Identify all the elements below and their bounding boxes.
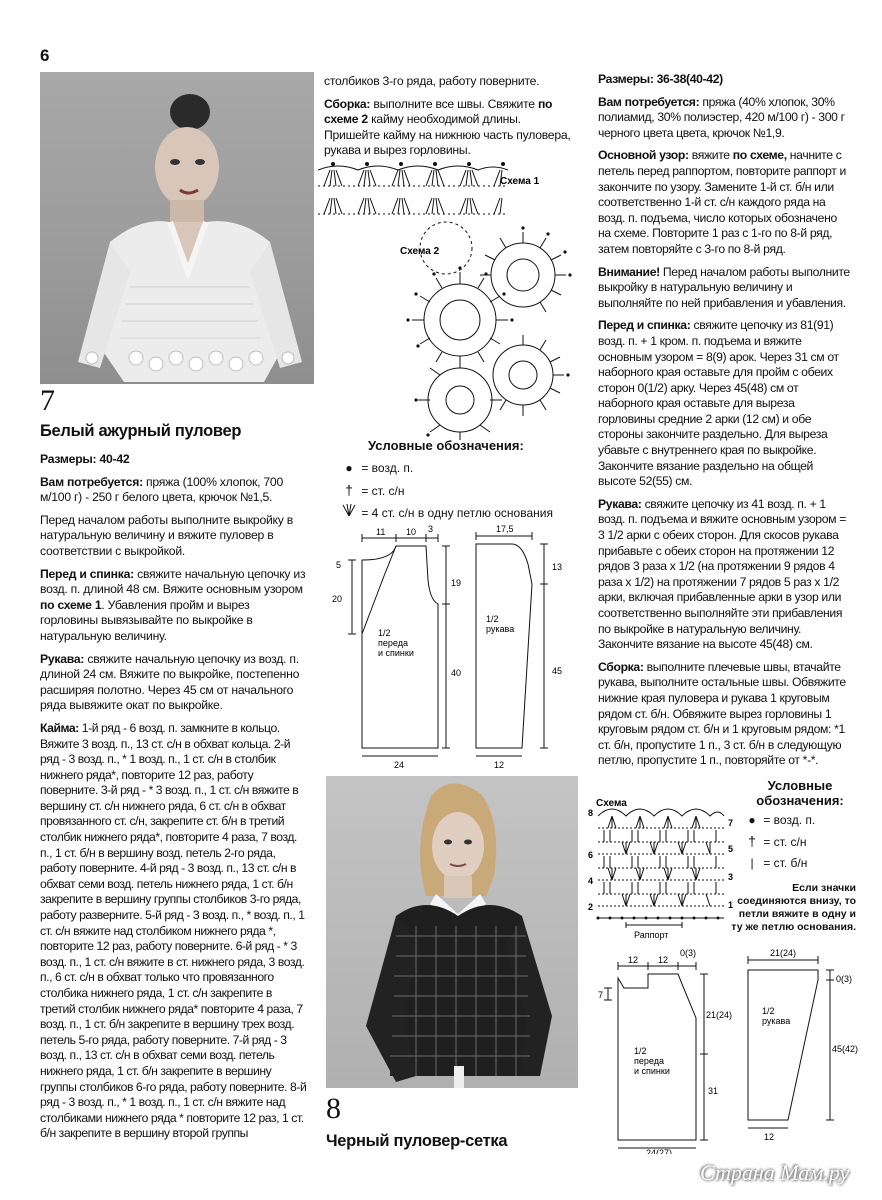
pattern-diagram-7	[326, 524, 580, 772]
fan-stitch-icon	[340, 502, 358, 524]
sleeves-label-8: Рукава:	[598, 496, 642, 511]
rapport-label: Раппорт	[634, 930, 669, 940]
legend-chain-text: = возд. п.	[361, 461, 414, 475]
main-pattern-scheme-ref: по схеме,	[732, 148, 787, 163]
dim-front-armhole: 20	[332, 594, 343, 604]
dim8-front-top-right: 0(3)	[680, 948, 697, 958]
legend-fan-text: = 4 ст. с/н в одну петлю основания	[361, 506, 553, 520]
row-number-4: 4	[588, 876, 594, 886]
legend-8	[744, 778, 856, 874]
front-piece-label-2: переда	[378, 638, 408, 648]
pattern-diagram-8	[592, 944, 860, 1154]
legend-title: Условные обозначения:	[368, 438, 524, 453]
scheme-8-label: Схема	[596, 798, 627, 809]
legend-8-row-dc	[744, 831, 856, 853]
row-number-1: 1	[728, 900, 734, 910]
sleeve-piece-label-2: рукава	[486, 624, 515, 634]
pattern-8-text	[598, 72, 852, 776]
front-back-text-2: . Убавления пройм и вырез горловины вывязывайте по выкройке в натуральную величину.	[40, 597, 253, 643]
assembly-label-8: Сборка:	[598, 659, 644, 674]
pattern-number-7: 7	[40, 384, 55, 417]
single-crochet-icon: |	[750, 856, 754, 870]
dim8-sleeve-width: 12	[764, 1132, 775, 1142]
scheme-ref: по схеме 1	[40, 597, 102, 612]
legend-8-title-2: обозначения:	[756, 793, 844, 808]
materials-text-8: пряжа (40% хлопок, 30% полиамид, 30% полиэстер, 420 м/100 г) - 300 г черного цвета цвета, крючок №1,9.	[598, 94, 845, 140]
scheme2-label: Схема 2	[400, 246, 440, 257]
front-back-label: Перед и спинка:	[40, 566, 134, 581]
legend-8-title-1: Условные	[767, 778, 833, 793]
dim-sleeve-top: 17,5	[496, 524, 514, 534]
dim-front-side-top: 5	[336, 560, 342, 570]
row-number-3: 3	[728, 872, 734, 882]
row-number-6: 6	[588, 850, 594, 860]
materials-label: Вам потребуется:	[40, 474, 143, 489]
border-label: Кайма:	[40, 720, 79, 735]
dim-sleeve-width: 12	[494, 760, 505, 770]
dim8-front-width: 24(27)	[646, 1148, 673, 1154]
main-pattern-text: вяжите	[691, 148, 730, 163]
sleeves-text: свяжите начальную цепочку из возд. п. длиной 24 см. Вяжите по выкройке, постепенно расширяя полотно. Через 45 см от начального ряда вывяжите окат по выкройке.	[40, 651, 300, 713]
sleeves-label: Рукава:	[40, 651, 85, 666]
dim8-front-side: 7	[598, 990, 604, 1000]
dim-front-top-mid: 10	[406, 527, 417, 537]
row-number-8: 8	[588, 808, 594, 818]
dim8-front-top-left: 12	[628, 955, 639, 965]
legend-8-chain-text: = возд. п.	[763, 813, 816, 827]
attention-text: Перед началом работы выполните выкройку в натуральную величину и выполняйте по ней прибавления и убавления.	[598, 264, 850, 310]
double-crochet-icon: †	[748, 833, 756, 849]
border-text: 1-й ряд - 6 возд. п. замкните в кольцо. Вяжите 3 возд. п., 13 ст. с/н в обхват кольца. 2-й ряд - 3 возд. п., * 1 возд. п., 1 ст. с/н в столбик нижнего ряда*, повторите 12 раз, работу поверните. 3-й ряд - * 3 возд. п., 1 ст. с/н вяжите в вершину ст. с/н нижнего ряда, 6 ст. с/н в обхват провязанного ст. с/н, закрепите ст. б/н в третий столбик нижнего ряда*, повторите 4 раза, 7 возд. п., 1 ст. б/н в вершину возд. петель 2-го ряда, работу поверните. 4-й ряд - 3 возд. п., 13 ст. с/н в обхват семи возд. петель нижнего ряда, 1 ст. б/н закрепите в вершину группы столбиков 3-го ряда, работу разверните. 5-й ряд - 3 возд. п., * возд. п., 1 ст. с/н вяжите над столбиком нижнего ряда *, повторите 12 раз, работу поверните. 6-й ряд - * 3 возд. п., 1 ст. с/н вяжите в ст. нижнего ряда, 3 возд. п., 6 ст. с/н в обхват только что провязанного столбика нижнего ряда, 1 ст. с/н закрепите в третий столбик нижнего ряда* повторите 4 раза, 7 возд. п., 1 ст. б/н закрепите в вершину трех возд. петель 5-го ряда, работу поверните. 7-й ряд - 3 возд. п., 13 ст. с/н в обхват семи возд. петель нижнего ряда, 1 ст. б/н закрепите в вершину группы столбиков 6-го ряда, работу поверните. 8-й ряд - 3 возд. п., * 1 возд. п., 1 ст. с/н вяжите над столбиками нижнего ряда * повторите 12 раз, 1 ст. б/н закрепите в вершину второй группы	[40, 720, 307, 1141]
front-piece-label-3: и спинки	[378, 648, 414, 658]
site-watermark: Страна Мам.ру	[700, 1160, 850, 1185]
double-crochet-icon: †	[345, 482, 353, 498]
dim-front-top-right: 3	[428, 524, 434, 534]
legend-row-fan	[340, 502, 580, 524]
photo-white-pullover	[40, 72, 314, 384]
front8-label-2: переда	[634, 1056, 664, 1066]
dim-sleeve-cap: 13	[552, 562, 563, 572]
crochet-scheme-8	[586, 796, 744, 946]
dim8-front-height: 31	[708, 1086, 719, 1096]
pattern-title-7: Белый ажурный пуловер	[40, 422, 242, 440]
materials-label-8: Вам потребуется:	[598, 94, 700, 109]
legend-8-row-chain	[744, 810, 856, 831]
scheme2-ref: по схеме 2	[324, 96, 553, 127]
sleeve-piece-label-1: 1/2	[486, 614, 499, 624]
border-continuation: столбиков 3-го ряда, работу поверните.	[324, 74, 540, 88]
front-back-text-8: свяжите цепочку из 81(91) возд. п. + 1 кром. п. подъема и вяжите основным узором = 8(9) арок. Через 31 см от наборного края оставьте для пройм с обеих сторон 0(1/2) арку. Через 45(48) см от наборного края оставьте для выреза горловины средние 2 арки (12 см) и обе стороны закончите раздельно. Для выреза убавьте с внутреннего края по выкройке. Закончите вязание раздельно на общей высоте 52(55) см.	[598, 318, 839, 489]
sizes-label-8: Размеры:	[598, 72, 654, 86]
dim-sleeve-length: 45	[552, 666, 563, 676]
legend-row-chain	[340, 457, 580, 479]
main-pattern-text-2: начните с петель перед раппортом, повторите раппорт и закончите по узору. Замените 1-й ст. б/н или соответственно 1-й ст. с/н каждого ряда на возд. п. подъема, число которых обозначено на схеме. Повторите 1 раз с 1-го по 8-й ряд, затем повторяйте с 3-го по 8-й ряд.	[598, 148, 846, 256]
assembly-text: выполните все швы. Свяжите	[373, 96, 535, 111]
dim-front-top-left: 11	[376, 527, 386, 537]
row-number-5: 5	[728, 844, 734, 854]
assembly-label: Сборка:	[324, 96, 371, 111]
pattern-7-text	[40, 452, 310, 1149]
dim-front-neck-depth: 19	[451, 578, 462, 588]
front-piece-label-1: 1/2	[378, 628, 391, 638]
dim8-sleeve-cap: 0(3)	[836, 974, 853, 984]
dim8-front-top-mid: 12	[658, 955, 669, 965]
intro-text: Перед началом работы выполните выкройку в натуральную величину и вяжите пуловер в соответствии с выкройкой.	[40, 512, 293, 558]
dim8-front-armhole: 21(24)	[706, 1010, 733, 1020]
crochet-schemes-1-2	[318, 160, 580, 440]
row-number-2: 2	[588, 902, 594, 912]
scheme1-label: Схема 1	[500, 176, 540, 187]
legend-8-dc-text: = ст. с/н	[763, 835, 807, 849]
sleeve8-label-2: рукава	[762, 1016, 791, 1026]
attention-label: Внимание!	[598, 264, 660, 279]
row-number-7: 7	[728, 818, 734, 828]
dim-front-width: 24	[394, 760, 405, 770]
dim-front-height: 40	[451, 668, 462, 678]
chain-stitch-icon: ●	[345, 461, 353, 475]
legend-8-sc-text: = ст. б/н	[763, 856, 808, 870]
dim8-sleeve-top: 21(24)	[770, 948, 797, 958]
front-back-label-8: Перед и спинка:	[598, 318, 691, 333]
photo-black-mesh-pullover	[326, 776, 578, 1088]
legend-7	[340, 438, 580, 524]
assembly-text-8: выполните плечевые швы, втачайте рукава, выполните остальные швы. Обвяжите нижние края пуловера и рукава 1 круговым рядом ст. б/н. Обвяжите вырез горловины 1 круговым рядом ст. б/н и 1 круговым рядом: *1 ст. б/н, пропустите 1 п., 3 ст. б/н в следующую петлю, пропустите 1 п., повторяйте от *-*.	[598, 659, 846, 768]
front8-label-1: 1/2	[634, 1046, 647, 1056]
pattern-title-8: Черный пуловер-сетка	[326, 1132, 508, 1150]
front-back-text: свяжите начальную цепочку из возд. п. длиной 48 см. Вяжите основным узором	[40, 566, 306, 597]
assembly-text-2: кайму необходимой длины. Пришейте кайму на нижнюю часть пуловера, рукава и вырез горловины.	[324, 112, 571, 158]
sleeve8-label-1: 1/2	[762, 1006, 775, 1016]
legend-row-dc	[340, 479, 580, 502]
main-pattern-label: Основной узор:	[598, 148, 689, 163]
sizes-value-8: 36-38(40-42)	[656, 72, 723, 86]
sizes-label: Размеры:	[40, 452, 97, 466]
pattern-number-8: 8	[326, 1092, 341, 1125]
front8-label-3: и спинки	[634, 1066, 670, 1076]
sizes-value: 40-42	[99, 452, 130, 466]
col2-text	[324, 74, 576, 166]
materials-text: пряжа (100% хлопок, 700 м/100 г) - 250 г белого цвета, крючок №1,5.	[40, 474, 283, 505]
sleeves-text-8: свяжите цепочку из 41 возд. п. + 1 возд. п. подъема и вяжите основным узором = 3 1/2 арки с обеих сторон. Для скосов рукава прибавьте с обеих сторон на протяжении 12 рядов 3 раза x 1/2 (на протяжении 9 рядов 4 раза x 1/2) на протяжении 7 рядов 5 раз x 1/2 арки, включая прибавленные арки в узор или соответственно выполняйте эти прибавления по выкройке в натуральную величину. Закончите вязание на высоте 45(48) см.	[598, 496, 846, 652]
legend-dc-text: = ст. с/н	[361, 484, 405, 498]
dim8-sleeve-length: 45(42)	[832, 1044, 859, 1054]
legend-8-row-sc	[744, 853, 856, 874]
legend-8-note: Если значки соединяются внизу, то петли вяжите в одну и ту же петлю основания.	[731, 882, 856, 933]
page-number: 6	[40, 46, 50, 65]
chain-stitch-icon: ●	[748, 813, 756, 827]
